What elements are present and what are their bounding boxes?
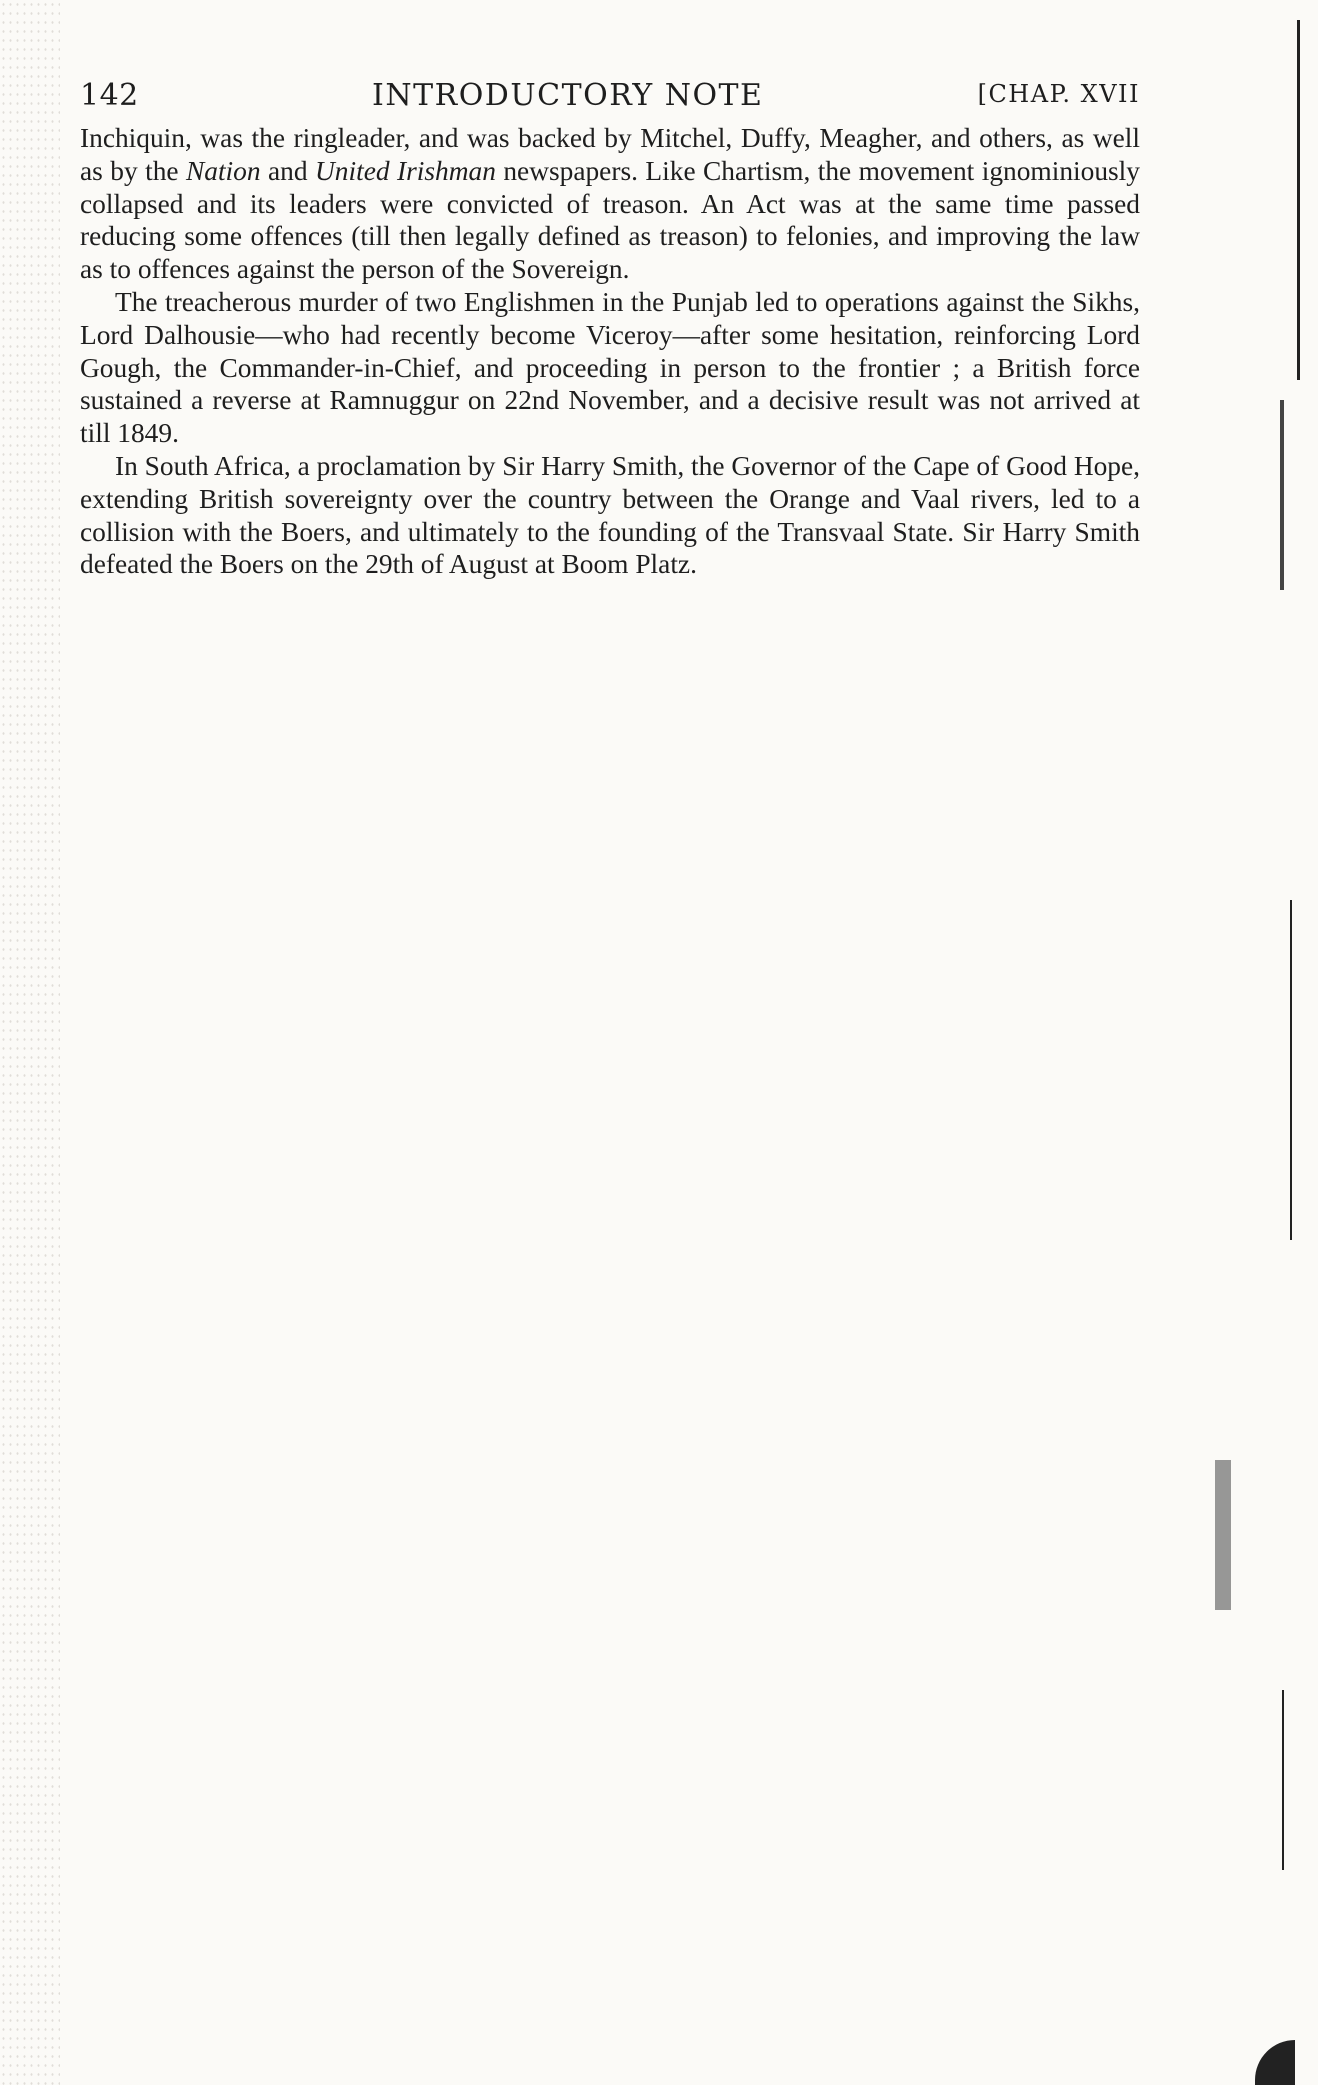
scan-corner-mark — [1255, 2040, 1295, 2085]
italic-title: United Irishman — [315, 155, 496, 186]
chapter-reference: [CHAP. XVII — [977, 80, 1140, 108]
scan-edge-line — [1282, 1690, 1284, 1870]
text-run: and — [260, 155, 315, 186]
scan-edge-line — [1215, 1460, 1231, 1610]
paragraph — [80, 450, 1140, 581]
text-run: The treacherous murder of two Englishmen in the Punjab led to operations against the Sikhs, Lord Dalhousie—who had recently become Viceroy—after some hesitation, reinforcing Lord Gough, the Commander-in-Chief, and proceeding in person to the frontier ; a British force sustained a reverse at Ramnuggur on 22nd November, and a decisive result was not arrived at till 1849. — [80, 286, 1140, 449]
text-run: newspapers. Like Chartism, the movement ignominiously collapsed and its leaders were convicted of treason. An Act was at the same time passed reducing some offences (till then legally defined as treason) to felonies, and improving the law as to offences against the person of the Sovereign. — [80, 155, 1140, 285]
body-text — [80, 122, 1140, 581]
scan-edge-line — [1290, 900, 1292, 1240]
paragraph — [80, 122, 1140, 286]
page-number: 142 — [80, 78, 139, 113]
scan-speckle — [0, 0, 60, 2085]
running-title: INTRODUCTORY NOTE — [372, 78, 764, 113]
text-run: Inchiquin, was the ringleader, and was backed by Mitchel, Duffy, Meagher, and others, as well as by the — [80, 123, 1140, 186]
page — [80, 72, 1140, 581]
text-run: In South Africa, a proclamation by Sir Harry Smith, the Governor of the Cape of Good Hope, extending British sovereignty over the country between the Orange and Vaal rivers, led to a collision with the Boers, and ultimately to the founding of the Transvaal State. Sir Harry Smith defeated the Boers on the 29th of August at Boom Platz. — [80, 450, 1140, 580]
italic-title: Nation — [185, 155, 261, 186]
running-head — [80, 72, 1140, 118]
paragraph — [80, 286, 1140, 450]
scan-edge-line — [1297, 20, 1300, 380]
scan-edge-line — [1280, 400, 1284, 590]
